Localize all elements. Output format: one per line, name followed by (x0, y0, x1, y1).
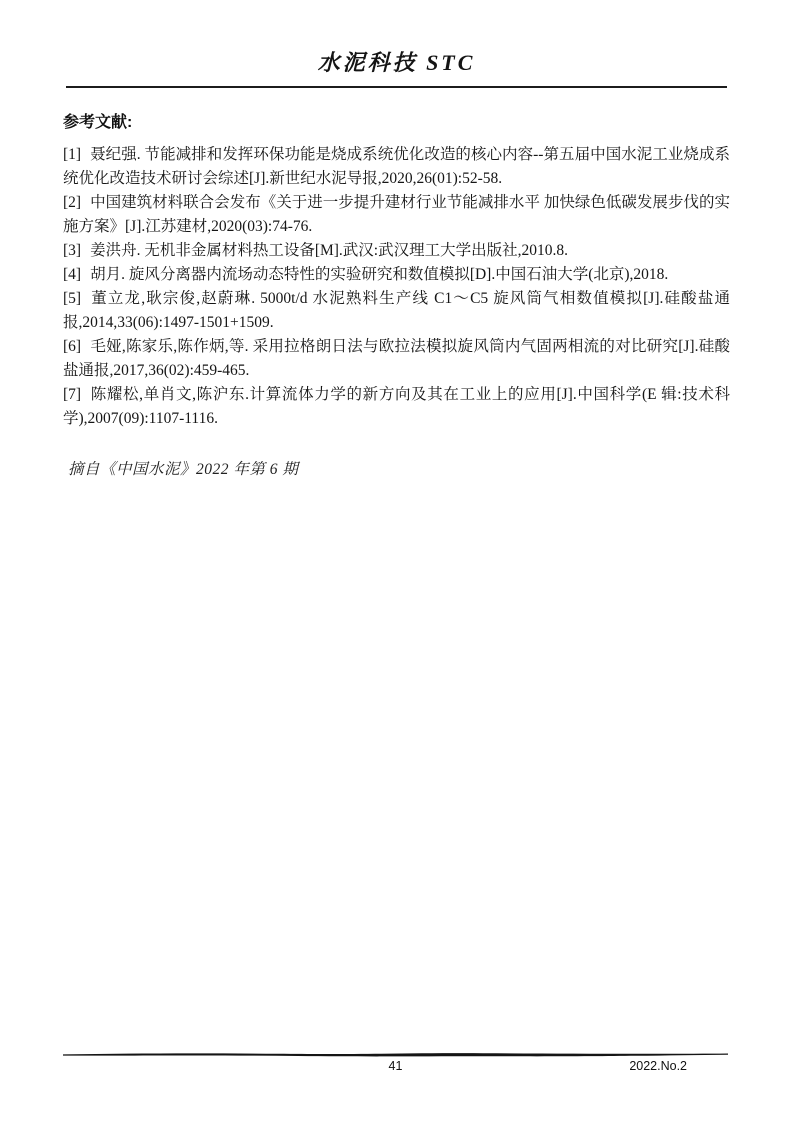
reference-text: 毛娅,陈家乐,陈作炳,等. 采用拉格朗日法与欧拉法模拟旋风筒内气固两相流的对比研究[J].硅酸盐通报,2017,36(02):459-465. (63, 338, 730, 379)
reference-label: [3] (63, 242, 82, 259)
reference-text: 聂纪强. 节能减排和发挥环保功能是烧成系统优化改造的核心内容--第五届中国水泥工业烧成系统优化改造技术研讨会综述[J].新世纪水泥导报,2020,26(01):52-58. (63, 146, 730, 187)
footer-rule (63, 1051, 728, 1059)
reference-item-6 (63, 335, 730, 383)
references-section (63, 109, 730, 431)
reference-item-3 (63, 239, 730, 263)
reference-text: 中国建筑材料联合会发布《关于进一步提升建材行业节能减排水平 加快绿色低碳发展步伐的实施方案》[J].江苏建材,2020(03):74-76. (63, 194, 730, 235)
page-number: 41 (388, 1059, 403, 1073)
journal-title: 水泥科技 STC (317, 50, 476, 75)
reference-label: [4] (63, 266, 82, 283)
reference-label: [5] (63, 290, 82, 307)
page-footer (63, 1059, 728, 1077)
footer-rule-line (63, 1053, 728, 1056)
reference-item-1 (63, 143, 730, 191)
references-heading: 参考文献: (63, 114, 133, 131)
source-note: 摘自《中国水泥》2022 年第 6 期 (68, 461, 299, 478)
reference-text: 董立龙,耿宗俊,赵蔚琳. 5000t/d 水泥熟料生产线 C1～C5 旋风筒气相数值模拟[J].硅酸盐通报,2014,33(06):1497-1501+1509. (63, 290, 730, 331)
reference-item-2 (63, 191, 730, 239)
reference-label: [7] (63, 386, 82, 403)
issue-label: 2022.No.2 (629, 1059, 687, 1073)
reference-label: [1] (63, 146, 82, 163)
header-rule (66, 86, 727, 88)
reference-item-5 (63, 287, 730, 335)
reference-text: 姜洪舟. 无机非金属材料热工设备[M].武汉:武汉理工大学出版社,2010.8. (90, 242, 568, 259)
reference-item-7 (63, 383, 730, 431)
reference-label: [6] (63, 338, 82, 355)
reference-label: [2] (63, 194, 82, 211)
reference-item-4 (63, 263, 730, 287)
reference-text: 胡月. 旋风分离器内流场动态特性的实验研究和数值模拟[D].中国石油大学(北京),2018. (90, 266, 669, 283)
reference-text: 陈耀松,单肖文,陈沪东.计算流体力学的新方向及其在工业上的应用[J].中国科学(E 辑:技术科学),2007(09):1107-1116. (63, 386, 730, 427)
